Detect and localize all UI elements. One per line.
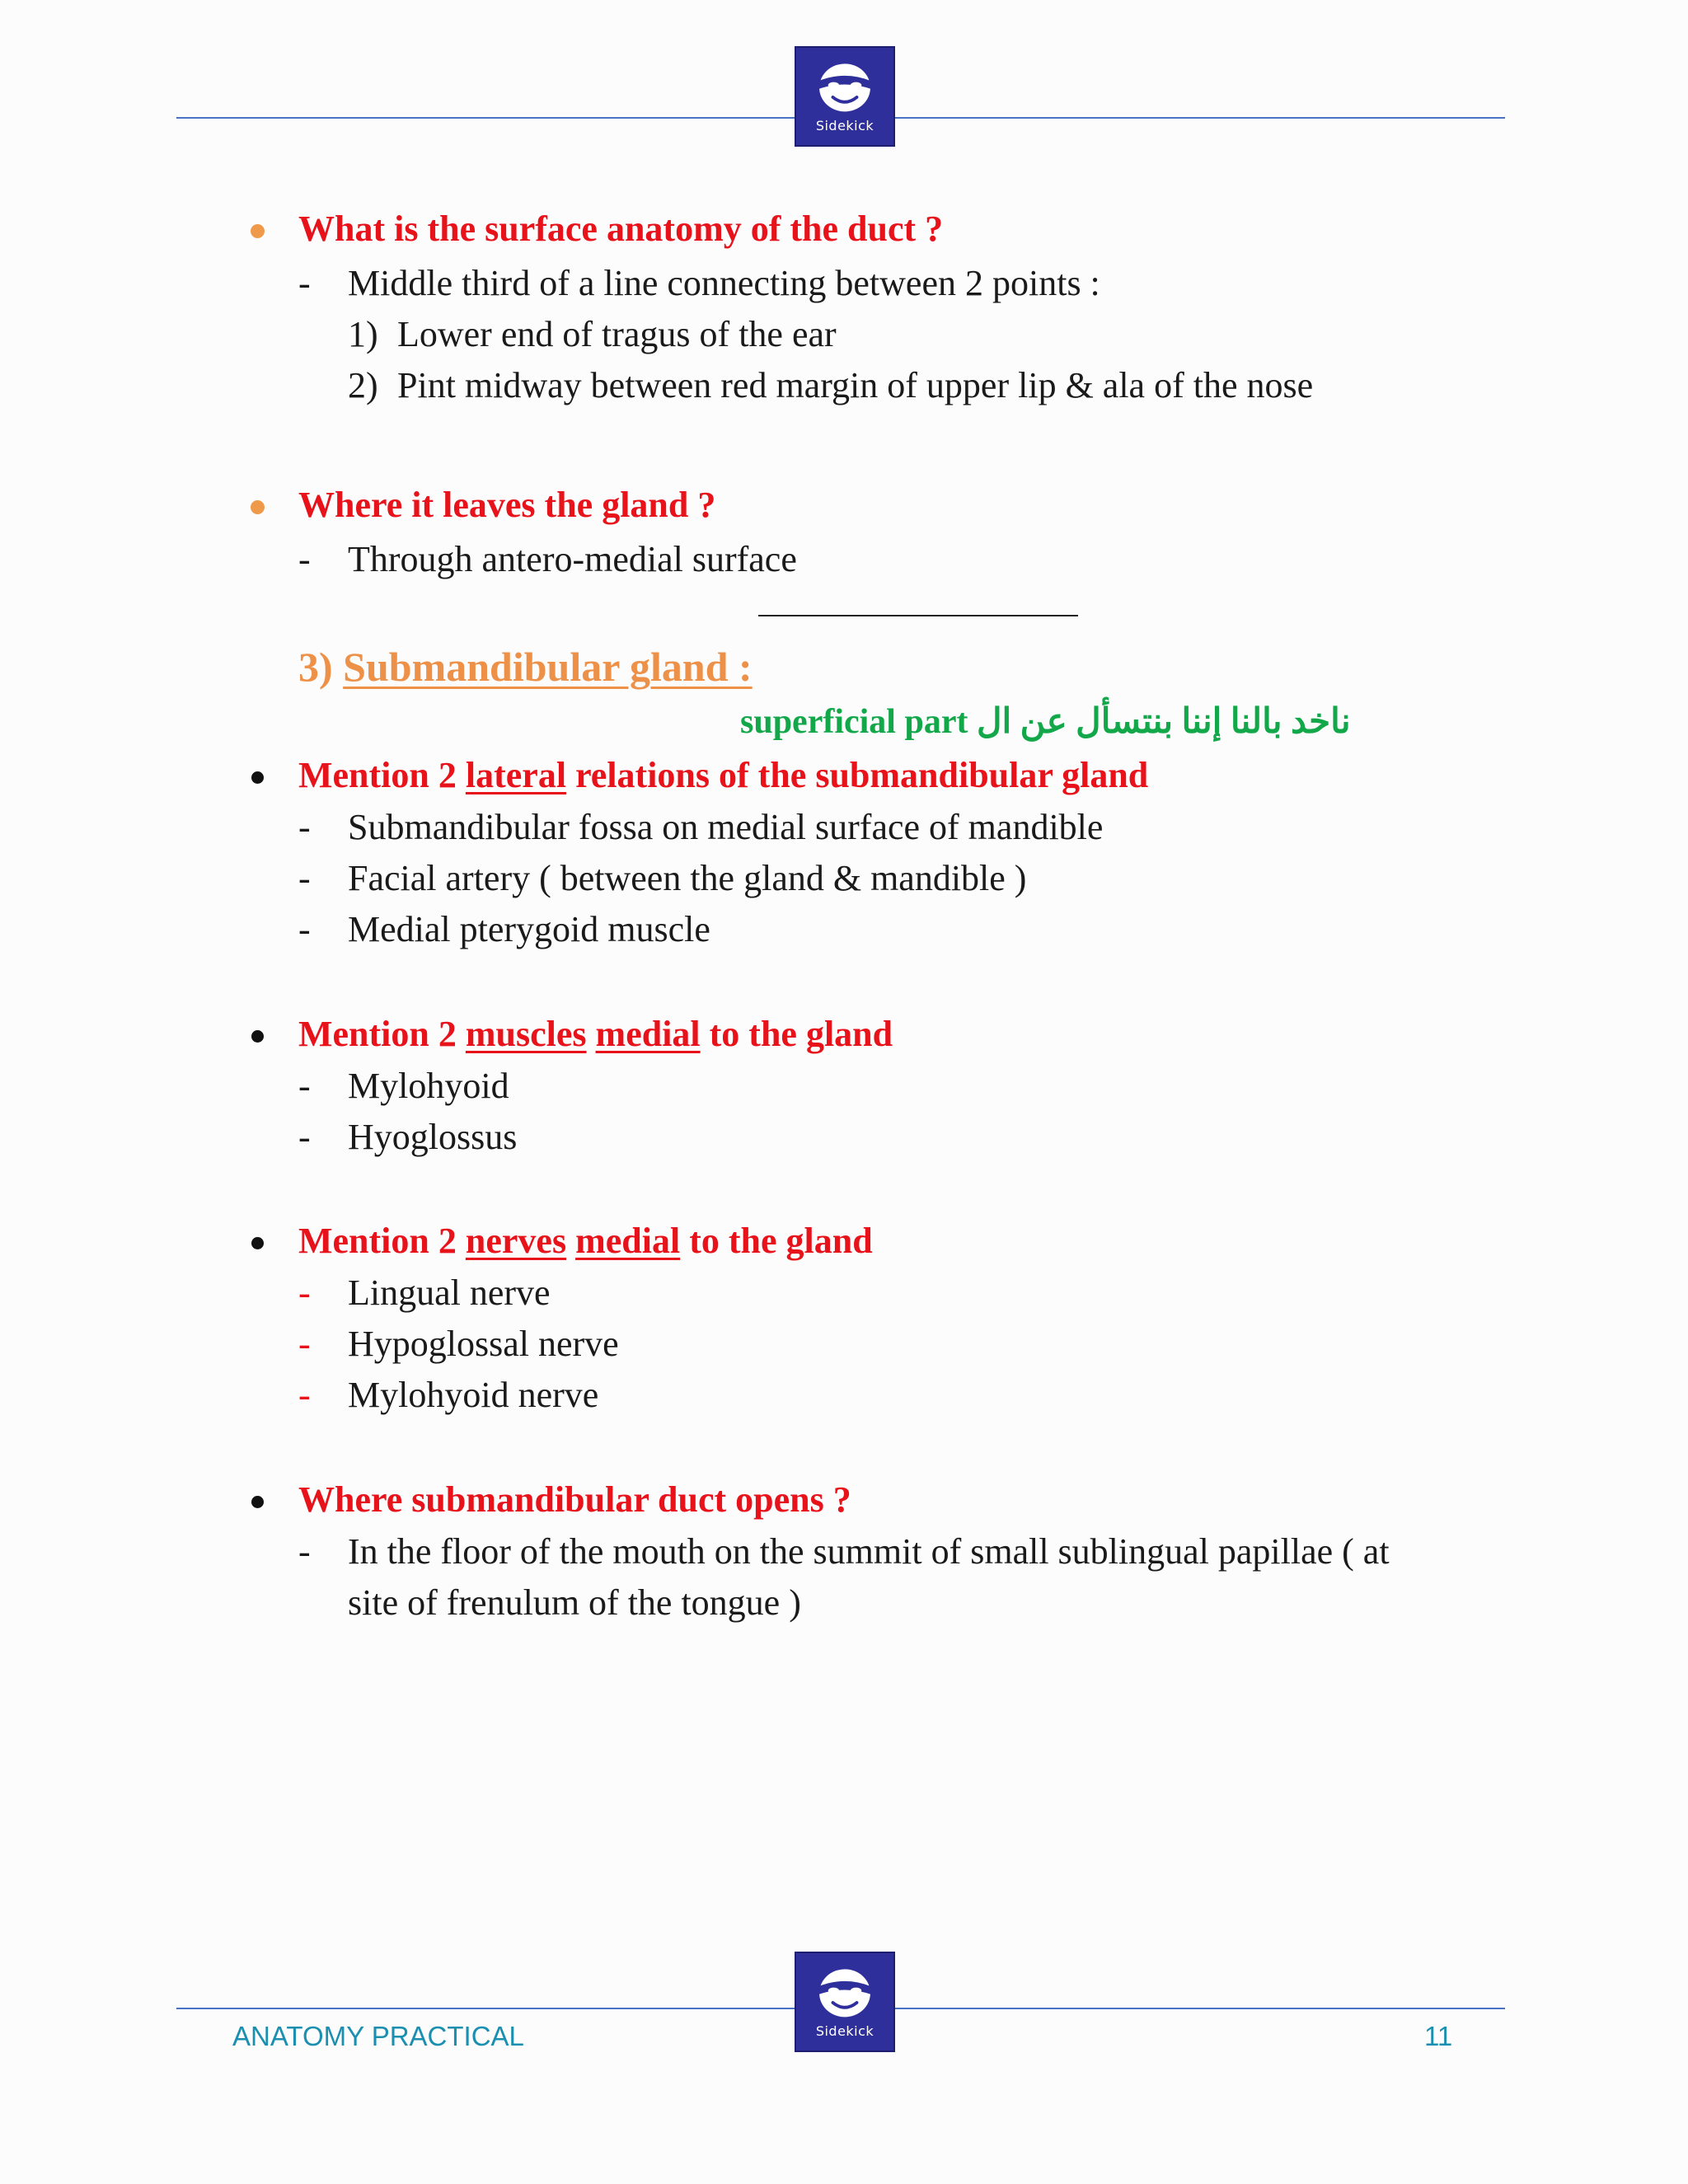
dash-marker: - bbox=[298, 909, 311, 949]
dash-marker: - bbox=[298, 858, 311, 898]
answer-line: Middle third of a line connecting between 2 points : bbox=[348, 263, 1100, 303]
answer-line-continued: site of frenulum of the tongue ) bbox=[348, 1582, 801, 1623]
footer-logo bbox=[795, 1952, 895, 2052]
section-number: 3) bbox=[298, 644, 333, 690]
page-number: 11 bbox=[1424, 2021, 1453, 2051]
dash-marker: - bbox=[298, 1324, 311, 1364]
question-text: Mention 2 bbox=[298, 1221, 466, 1261]
question-text: relations of the submandibular gland bbox=[566, 755, 1149, 795]
point-text: Pint midway between red margin of upper lip & ala of the nose bbox=[397, 365, 1314, 405]
point-text: Lower end of tragus of the ear bbox=[397, 314, 837, 354]
dash-marker: - bbox=[298, 807, 311, 847]
question-muscles-medial bbox=[298, 1013, 893, 1055]
list-item: Lingual nerve bbox=[348, 1272, 551, 1313]
answer-line: Through antero-medial surface bbox=[348, 539, 797, 579]
point-number: 2) bbox=[348, 365, 378, 405]
underlined-term: lateral bbox=[465, 755, 567, 795]
list-item: Mylohyoid nerve bbox=[348, 1375, 599, 1415]
dash-marker: - bbox=[298, 1066, 311, 1106]
bullet-icon bbox=[251, 1030, 264, 1043]
dash-marker: - bbox=[298, 1375, 311, 1415]
dash-marker: - bbox=[298, 1272, 311, 1313]
note-english: superficial part bbox=[740, 703, 968, 741]
underlined-term: medial bbox=[575, 1221, 681, 1261]
answer-line: In the floor of the mouth on the summit of small sublingual papillae ( at bbox=[348, 1531, 1390, 1572]
question-text: Mention 2 bbox=[298, 1014, 466, 1054]
underlined-term: muscles bbox=[465, 1014, 587, 1054]
question-text: to the gland bbox=[680, 1221, 873, 1261]
list-item: Medial pterygoid muscle bbox=[348, 909, 710, 949]
list-item: Mylohyoid bbox=[348, 1066, 509, 1106]
footer-course-title: ANATOMY PRACTICAL bbox=[232, 2021, 524, 2051]
bullet-icon bbox=[251, 1237, 264, 1249]
list-item: Hypoglossal nerve bbox=[348, 1324, 619, 1364]
bullet-icon bbox=[251, 224, 265, 238]
dash-marker: - bbox=[298, 1117, 311, 1157]
question-text: Mention 2 bbox=[298, 755, 466, 795]
section-heading bbox=[298, 643, 753, 691]
underlined-term: medial bbox=[595, 1014, 701, 1054]
question-duct-opens: Where submandibular duct opens ? bbox=[298, 1479, 851, 1520]
dash-marker: - bbox=[298, 1531, 311, 1572]
question-lateral-relations bbox=[298, 754, 1148, 796]
dash-marker: - bbox=[298, 539, 311, 579]
list-item: Facial artery ( between the gland & mandible ) bbox=[348, 858, 1027, 898]
question-surface-anatomy: What is the surface anatomy of the duct ? bbox=[298, 209, 944, 249]
section-divider bbox=[758, 615, 1078, 616]
question-leaves-gland: Where it leaves the gland ? bbox=[298, 485, 716, 525]
list-item: Submandibular fossa on medial surface of mandible bbox=[348, 807, 1104, 847]
question-nerves-medial bbox=[298, 1220, 873, 1262]
dash-marker: - bbox=[298, 263, 311, 303]
section-title: Submandibular gland : bbox=[343, 644, 753, 690]
arabic-note bbox=[740, 701, 1351, 742]
underlined-term: nerves bbox=[465, 1221, 567, 1261]
logo-wordmark: Sidekick bbox=[815, 2023, 874, 2039]
question-text: to the gland bbox=[700, 1014, 893, 1054]
logo-wordmark: Sidekick bbox=[815, 118, 874, 134]
bullet-icon bbox=[251, 771, 264, 784]
bullet-icon bbox=[251, 1496, 264, 1508]
point-number: 1) bbox=[348, 314, 378, 354]
list-item: Hyoglossus bbox=[348, 1117, 518, 1157]
bullet-icon bbox=[251, 500, 265, 514]
header-logo bbox=[795, 46, 895, 147]
note-arabic: ناخد بالنا إننا بنتسأل عن ال bbox=[976, 703, 1351, 741]
